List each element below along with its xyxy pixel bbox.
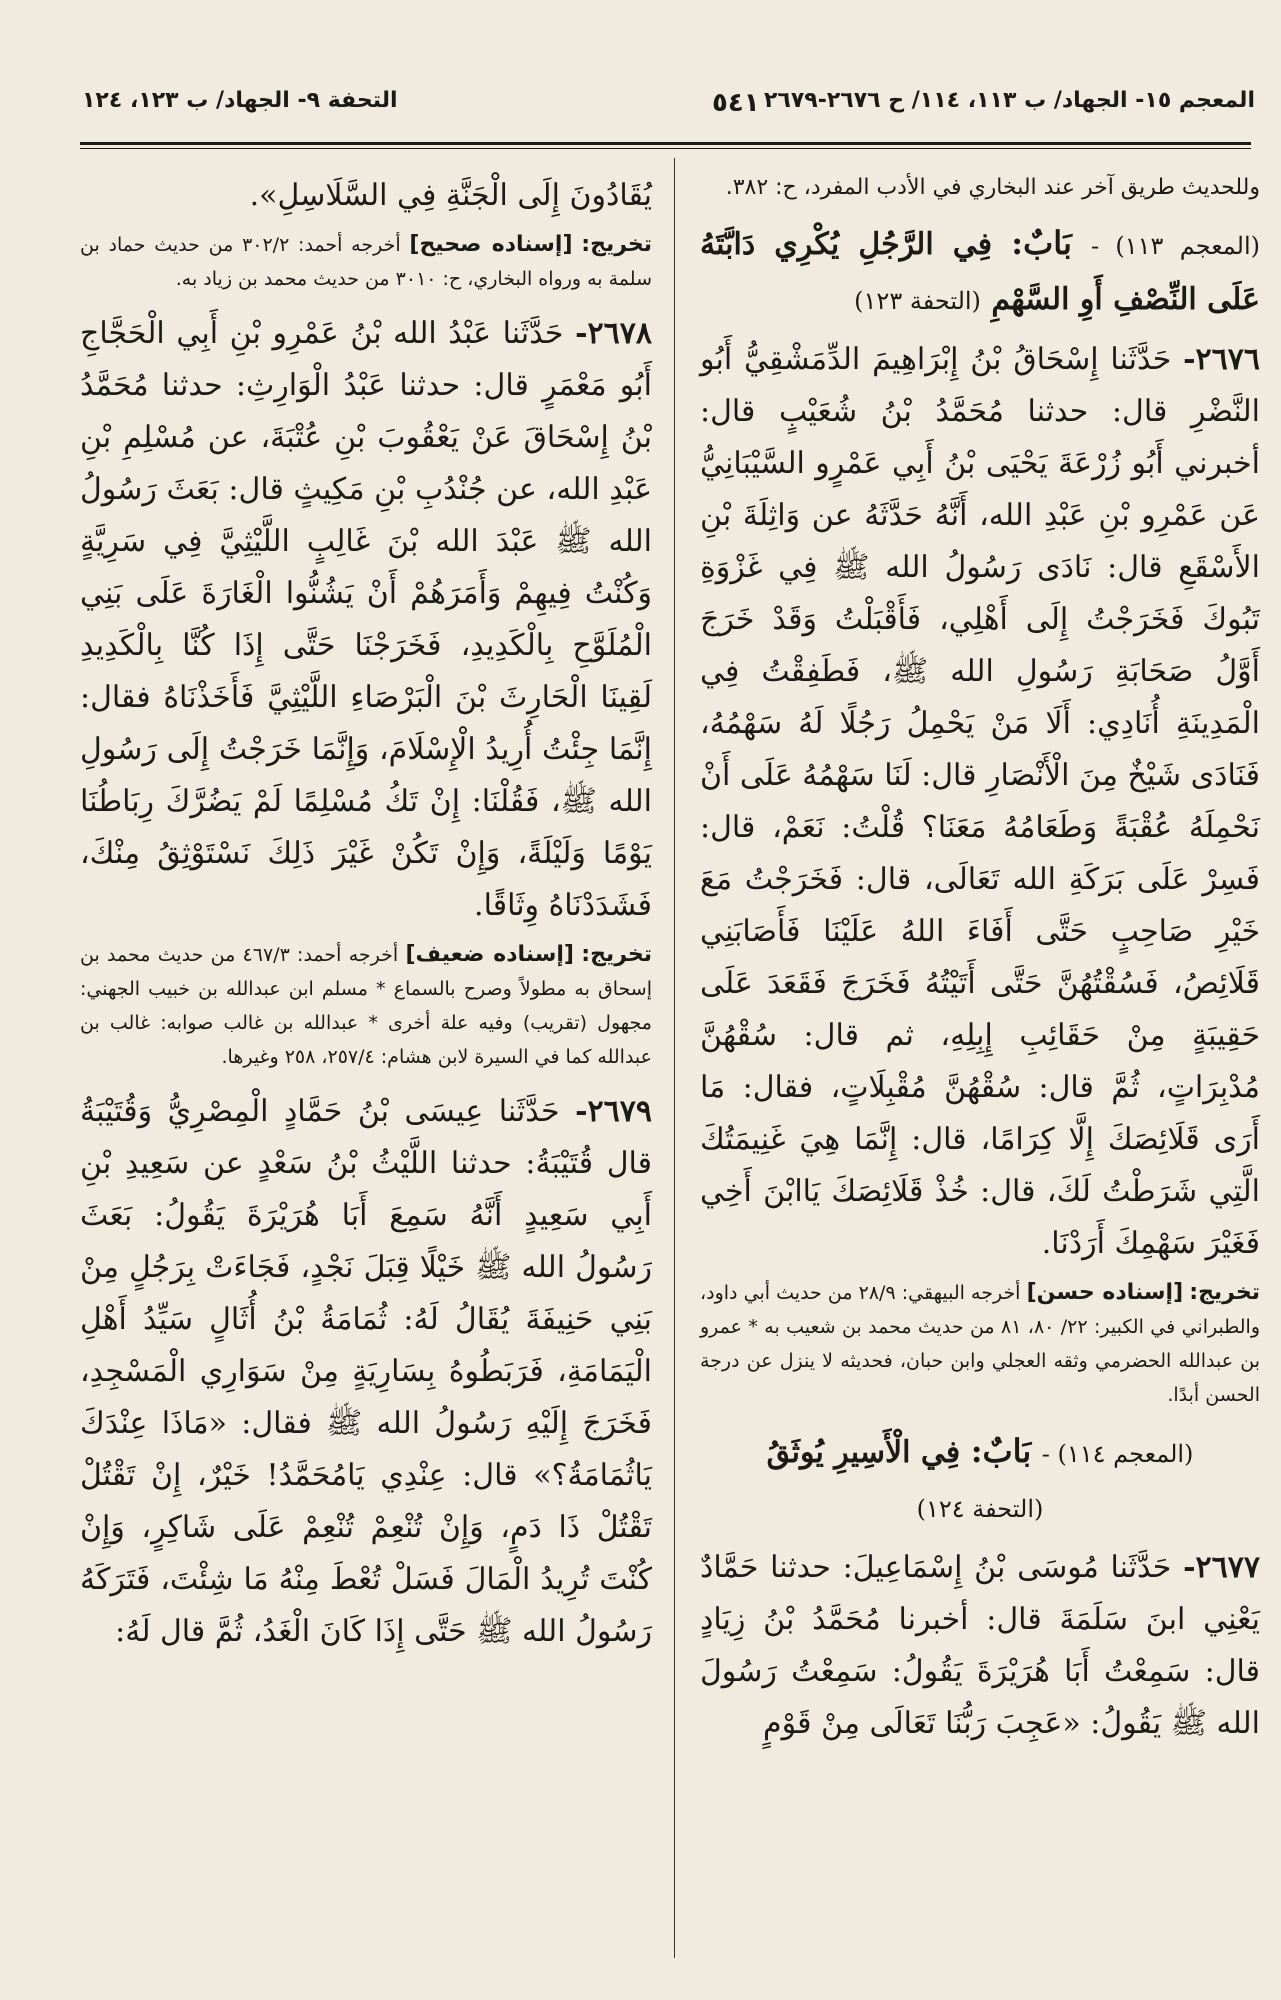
takhrij-text: أخرجه البيهقي: ٢٨/٩ من حديث أبي داود، والطبراني في الكبير: ٢٢/ ٨٠، ٨١ من حديث محمد بن شعيب به * عمرو بن عبدالله الحضرمي وثقه العجلي وابن حبان، فحديثه لا ينزل عن درجة الحسن أبدًا. xyxy=(700,1282,1261,1406)
page-number: ٥٤١ xyxy=(712,88,760,118)
chapter-tuhfa-ref: (التحفة ١٢٤) xyxy=(916,1495,1044,1523)
chapter-mujam-ref: (المعجم ١١٤) - xyxy=(1041,1440,1194,1468)
chapter-heading-113 xyxy=(700,216,1260,328)
chapter-bab-word: بَابٌ: xyxy=(970,1432,1032,1470)
takhrij-label: تخريج: xyxy=(581,232,653,257)
takhrij-text: أخرجه أحمد: ٣٠٢/٢ من حديث حماد بن سلمة به ورواه البخاري، ح: ٣٠١٠ من حديث محمد بن زياد به. xyxy=(80,234,652,290)
chapter-tuhfa-ref: (التحفة ١٢٣) xyxy=(854,287,981,315)
chapter-title: فِي الرَّجُلِ يُكْرِي دَابَّتَهُ عَلَى النِّصْفِ أَوِ السَّهْمِ xyxy=(700,227,1260,317)
takhrij-label: تخريج: xyxy=(581,942,652,967)
hadith-text: حَدَّثَنا عَبْدُ الله بْنُ عَمْرِو بْنِ أَبِي الْحَجَّاجِ أَبُو مَعْمَرٍ قال: حدثنا عَبْدُ الْوَارِثِ: حدثنا مُحَمَّدُ بْنُ إِسْحَاقَ عَنْ يَعْقُوبَ بْنِ عُتْبَةَ، عن مُسْلِمِ بْنِ عَبْدِ الله، عن جُنْدُبِ بْنِ مَكِيثٍ قال: بَعَثَ رَسُولُ الله ﷺ عَبْدَ الله بْنَ غَالِبٍ اللَّيْثِيَّ فِي سَرِيَّةٍ وَكُنْتُ فِيهِمْ وَأَمَرَهُمْ أَنْ يَشُنُّوا الْغَارَةَ عَلَى بَنِي الْمُلَوَّحِ بِالْكَدِيدِ، فَخَرَجْنَا حَتَّى إِذَا كُنَّا بِالْكَدِيدِ لَقِينَا الْحَارِثَ بْنَ الْبَرْصَاءِ اللَّيْثِيَّ فَأَخَذْنَاهُ فقال: إِنَّمَا جِئْتُ أُرِيدُ الْإِسْلَامَ، وَإِنَّمَا خَرَجْتُ إِلَى رَسُولِ الله ﷺ، فَقُلْنَا: إِنْ تَكُ مُسْلِمًا لَمْ يَضُرَّكَ رِبَاطُنَا يَوْمًا وَلَيْلَةً، وَإِنْ تَكُنْ غَيْرَ ذَلِكَ نَسْتَوْثِقُ مِنْكَ، فَشَدَدْنَاهُ وِثَاقًا. xyxy=(80,316,652,923)
hadith-number: ٢٦٧٩- xyxy=(575,1094,652,1129)
column-divider xyxy=(674,158,675,1958)
grade: [إسناده حسن] xyxy=(1026,1280,1184,1305)
hadith-text: حَدَّثَنا عِيسَى بْنُ حَمَّادٍ الْمِصْرِيُّ وَقُتَيْبَةُ قال قُتَيْبَةُ: حدثنا اللَّيْثُ بْنُ سَعْدٍ عن سَعِيدِ بْنِ أَبِي سَعِيدٍ أَنَّهُ سَمِعَ أَبَا هُرَيْرَةَ يَقُولُ: بَعَثَ رَسُولُ الله ﷺ خَيْلًا قِبَلَ نَجْدٍ، فَجَاءَتْ بِرَجُلٍ مِنْ بَنِي حَنِيفَةَ يُقَالُ لَهُ: ثُمَامَةُ بْنُ أُثَالٍ سَيِّدُ أَهْلِ الْيَمَامَةِ، فَرَبَطُوهُ بِسَارِيَةٍ مِنْ سَوَارِي الْمَسْجِدِ، فَخَرَجَ إِلَيْهِ رَسُولُ الله ﷺ فقال: «مَاذَا عِنْدَكَ يَاثُمَامَةُ؟» قال: عِنْدِي يَامُحَمَّدُ! خَيْرٌ، إِنْ تَقْتُلْ تَقْتُلْ ذَا دَمٍ، وَإِنْ تُنْعِمْ تُنْعِمْ عَلَى شَاكِرٍ، وَإِنْ كُنْتَ تُرِيدُ الْمَالَ فَسَلْ تُعْطَ مِنْهُ مَا شِئْتَ، فَتَرَكَهُ رَسُولُ الله ﷺ حَتَّى إِذَا كَانَ الْغَدُ، ثُمَّ قال لَهُ: xyxy=(80,1094,652,1649)
hadith-2679 xyxy=(80,1086,652,1658)
header-mujam-ref: المعجم ١٥- الجهاد/ ب ١١٣، ١١٤/ ح ٢٦٧٦-٢٦٧٩ xyxy=(763,88,1255,113)
takhrij-label: تخريج: xyxy=(1189,1280,1260,1305)
takhrij-2677 xyxy=(80,228,652,296)
header-tuhfa-ref: التحفة ٩- الجهاد/ ب ١٢٣، ١٢٤ xyxy=(82,88,398,113)
hadith-number: ٢٦٧٦- xyxy=(1183,342,1260,377)
hadith-number: ٢٦٧٨- xyxy=(575,316,652,351)
hadith-text: حَدَّثَنا مُوسَى بْنُ إِسْمَاعِيلَ: حدثنا حَمَّادٌ يَعْنِي ابنَ سَلَمَةَ قال: أخبرنا مُحَمَّدُ بْنُ زِيَادٍ قال: سَمِعْتُ أَبَا هُرَيْرَةَ يَقُولُ: سَمِعْتُ رَسُولَ الله ﷺ يَقُولُ: «عَجِبَ رَبُّنَا تَعَالَى مِنْ قَوْمٍ xyxy=(700,1550,1260,1741)
hadith-2677-continuation: يُقَادُونَ إِلَى الْجَنَّةِ فِي السَّلَاسِلِ». xyxy=(249,178,652,213)
hadith-number: ٢٦٧٧- xyxy=(1183,1550,1260,1585)
grade: [إسناده ضعيف] xyxy=(405,942,574,967)
hadith-2678 xyxy=(80,308,652,932)
right-column xyxy=(700,170,1260,1750)
hadith-2676 xyxy=(700,334,1260,1270)
intro-note: وللحديث طريق آخر عند البخاري في الأدب المفرد، ح: ٣٨٢. xyxy=(725,175,1260,200)
header-rule-thin xyxy=(80,148,1251,149)
hadith-2677 xyxy=(700,1542,1260,1750)
chapter-title: فِي الْأَسِيرِ يُوثَقُ xyxy=(766,1435,961,1470)
hadith-text: حَدَّثَنا إِسْحَاقُ بْنُ إِبْرَاهِيمَ الدِّمَشْقِيُّ أَبُو النَّضْرِ قال: حدثنا مُحَمَّدُ بْنُ شُعَيْبٍ قال: أخبرني أَبُو زُرْعَةَ يَحْيَى بْنُ أَبِي عَمْرٍو السَّيْبَانِيُّ عَن عَمْرِو بْنِ عَبْدِ الله، أَنَّهُ حَدَّثَهُ عن وَاثِلَةَ بْنِ الأَسْقَعِ قال: نَادَى رَسُولُ الله ﷺ فِي غَزْوَةِ تَبُوكَ فَخَرَجْتُ إِلَى أَهْلِي، فَأَقْبَلْتُ وَقَدْ خَرَجَ أَوَّلُ صَحَابَةِ رَسُولِ الله ﷺ، فَطَفِقْتُ فِي الْمَدِينَةِ أُنَادِي: أَلَا مَنْ يَحْمِلُ رَجُلًا لَهُ سَهْمُهُ، فَنَادَى شَيْخٌ مِنَ الْأَنْصَارِ قال: لَنَا سَهْمُهُ عَلَى أَنْ نَحْمِلَهُ عُقْبَةً وَطَعَامُهُ مَعَنَا؟ قُلْتُ: نَعَمْ، قال: فَسِرْ عَلَى بَرَكَةِ الله تَعَالَى، قال: فَخَرَجْتُ مَعَ خَيْرِ صَاحِبٍ حَتَّى أَفَاءَ اللهُ عَلَيْنَا فَأَصَابَنِي قَلَائِصُ، فَسُقْتُهُنَّ حَتَّى أَتَيْتُهُ فَخَرَجَ فَقَعَدَ عَلَى حَقِيبَةٍ مِنْ حَقَائِبِ إِبِلِهِ، ثم قال: سُقْهُنَّ مُدْبِرَاتٍ، ثُمَّ قال: سُقْهُنَّ مُقْبِلَاتٍ، فقال: مَا أَرَى قَلَائِصَكَ إِلَّا كِرَامًا، قال: إِنَّمَا هِيَ غَنِيمَتُكَ الَّتِي شَرَطْتُ لَكَ، قال: خُذْ قَلَائِصَكَ يَاابْنَ أَخِي فَغَيْرَ سَهْمِكَ أَرَدْنَا. xyxy=(700,342,1260,1261)
chapter-heading-114 xyxy=(700,1424,1260,1536)
left-column xyxy=(80,170,652,1658)
header-rule-thick xyxy=(80,142,1251,145)
chapter-bab-word: بَابٌ: xyxy=(1011,224,1072,262)
takhrij-text: أخرجه أحمد: ٤٦٧/٣ من حديث محمد بن إسحاق به مطولاً وصرح بالسماع * مسلم ابن عبدالله بن خبيب الجهني: مجهول (تقريب) وفيه علة أخرى * عبدالله بن غالب صوابه: غالب بن عبدالله كما في السيرة لابن هشام: ٢٥٧/٤، ٢٥٨ وغيرها. xyxy=(80,944,652,1068)
grade: [إسناده صحيح] xyxy=(409,232,573,257)
running-header xyxy=(72,88,1255,128)
takhrij-2678 xyxy=(80,938,652,1074)
chapter-mujam-ref: (المعجم ١١٣) - xyxy=(1090,232,1261,260)
takhrij-2676 xyxy=(700,1276,1260,1412)
